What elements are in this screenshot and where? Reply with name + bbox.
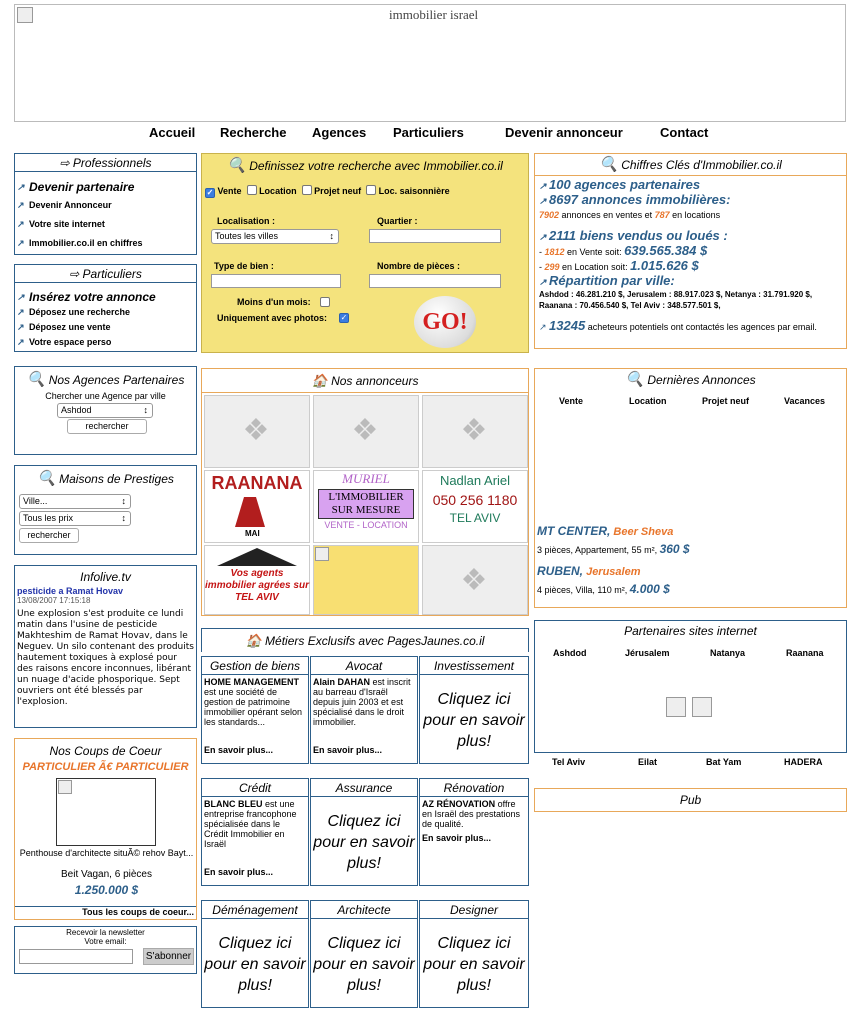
tab-projet-neuf[interactable]: Projet neuf <box>702 396 750 406</box>
part-espace-perso[interactable]: ↗ Votre espace perso <box>15 335 196 350</box>
particuliers-panel <box>14 264 197 352</box>
puzzle-icon: ❖ <box>242 414 270 447</box>
pro-title: Professionnels <box>72 156 152 170</box>
pro-devenir-partenaire[interactable]: ↗ Devenir partenaire <box>15 180 196 195</box>
coeur-desc1: Penthouse d'architecte situÃ© rehov Bayt... <box>19 848 194 858</box>
infolive-headline[interactable]: pesticide a Ramat Hovav <box>17 586 124 596</box>
arrow-icon: ↗ <box>539 277 550 287</box>
check-location[interactable] <box>247 185 257 195</box>
check-vente-label: Vente <box>217 186 242 196</box>
job-investissement[interactable] <box>419 656 529 764</box>
broken-image-icon[interactable] <box>666 697 686 717</box>
annonceur-broken[interactable] <box>313 545 419 615</box>
check-projet-label: Projet neuf <box>314 186 362 196</box>
job-title: Architecte <box>311 901 417 919</box>
job-title: Avocat <box>311 657 417 675</box>
job-credit[interactable] <box>201 778 309 886</box>
building-icon <box>235 497 265 527</box>
annonce-price: 4.000 $ <box>629 582 670 596</box>
tab-location[interactable]: Location <box>629 396 667 406</box>
nav-recherche[interactable]: Recherche <box>220 125 287 140</box>
nav-particuliers[interactable]: Particuliers <box>393 125 464 140</box>
tab-vente[interactable]: Vente <box>559 396 584 406</box>
broken-image-icon <box>17 7 33 23</box>
job-more-link[interactable]: En savoir plus... <box>204 867 274 877</box>
agents-text: Vos agents immobilier agrées sur TEL AVIV <box>205 568 309 603</box>
check-saisonniere[interactable] <box>366 185 376 195</box>
chiffres-agences: 100 agences partenaires <box>549 177 701 192</box>
quartier-label: Quartier : <box>377 216 418 226</box>
chiffres-villes: Ashdod : 46.281.210 $, Jerusalem : 88.917.023 $, Netanya : 31.791.920 $, Raanana : 70.456.540 $, Tel Aviv : 348.577.501 $, <box>539 290 813 310</box>
job-title: Designer <box>420 901 528 919</box>
arrow-icon: ↗ <box>539 181 550 191</box>
chiffres-vendus: 2111 biens vendus ou loués : <box>549 228 728 243</box>
nadlan-city: TEL AVIV <box>449 511 501 525</box>
prestige-title: Maisons de Prestiges <box>59 472 174 486</box>
nav-contact[interactable]: Contact <box>660 125 709 140</box>
pub-title: Pub <box>679 793 702 807</box>
job-title: Gestion de biens <box>202 657 308 675</box>
job-more-link[interactable]: En savoir plus... <box>204 745 274 755</box>
chiffres-repart: Répartition par ville: <box>549 273 675 288</box>
mai-text: MAI <box>245 529 260 538</box>
loc-count: 787 <box>654 210 670 220</box>
site-ashdod[interactable]: Ashdod <box>553 648 587 658</box>
check-projet-neuf[interactable] <box>302 185 312 195</box>
magnifier-icon: 🔍 <box>625 371 645 388</box>
job-company: AZ RÉNOVATION <box>422 799 496 809</box>
house-icon: 🏠 <box>311 373 328 388</box>
nav-devenir-annonceur[interactable]: Devenir annonceur <box>505 125 623 140</box>
pub-panel <box>534 788 847 812</box>
muriel-vente-location: VENTE - LOCATION <box>324 520 408 530</box>
job-cta[interactable]: Cliquez ici pour en savoir plus! <box>204 935 306 994</box>
coeur-desc2: Beit Vagan, 6 pièces <box>61 869 152 880</box>
annonceur-nadlan[interactable] <box>422 470 528 543</box>
tab-vacances[interactable]: Vacances <box>784 396 826 406</box>
type-input[interactable] <box>211 274 341 288</box>
coeur-all-link[interactable]: Tous les coups de coeur... <box>15 906 196 917</box>
job-architecte[interactable] <box>310 900 418 1008</box>
arrow-icon: ↗ <box>539 322 550 332</box>
prestige-ville-select[interactable]: Ville... ↕ <box>19 494 131 509</box>
job-cta[interactable]: Cliquez ici pour en savoir plus! <box>313 935 415 994</box>
magnifier-icon: 🔍 <box>37 470 56 487</box>
annonceurs-title: Nos annonceurs <box>331 374 419 388</box>
job-desc: est inscrit au barreau d'Israël depuis juin 2003 et est spécialisé dans le droit immobilier. <box>313 677 411 727</box>
chiffres-annonces: 8697 annonces immobilières: <box>549 192 731 207</box>
vente-amount: 639.565.384 $ <box>624 243 708 258</box>
annonceur-muriel[interactable] <box>313 470 419 543</box>
magnifier-icon: 🔍 <box>26 371 46 388</box>
muriel-name: MURIEL <box>342 471 390 486</box>
loc-amount: 1.015.626 $ <box>630 258 699 273</box>
loc-select[interactable]: Toutes les villes ↕ <box>211 229 339 244</box>
annonce-item[interactable]: MT CENTER, Beer Sheva 3 pièces, Appartement, 55 m², 360 $ <box>537 524 690 556</box>
pro-panel <box>14 153 197 255</box>
part-title: Particuliers <box>82 267 142 281</box>
dernieres-title: Dernières Annonces <box>647 373 756 387</box>
job-title: Investissement <box>420 657 528 675</box>
agences-title: Nos Agences Partenaires <box>48 373 185 387</box>
infolive-text: Une explosion s'est produite ce lundi matin dans l'usine de pesticide Makhteshim de Ramat Hovav, dans le Neguev. Un silo contenant des produits hautement toxiques à explosé pour des raisons encore inconnues, libérant un nuage d'acide phosporique. Sept ouvriers ont été blessés par l'explosion. <box>17 609 194 707</box>
broken-image-icon[interactable] <box>692 697 712 717</box>
chiffres-panel: 🔍 Chiffres Clés d'Immobilier.co.il ↗ 100 agences partenaires ↗ 8697 annonces immobilières: 7902 annonces en ventes et 787 en locations ↗ 2111 biens vendus ou loués : - 1812 en Vente soit: 639.565.384 $ - 299 en Location soit: 1.015.626 $ ↗ Répartition par ville: Ashdod : 46.281.210 $, Jerusalem : 88.917.023 $, Netanya : 31.791.920 $, Raanana : 70.456.540 $, Tel Aviv : 348.577.501 $, ↗ 13245 acheteurs potentiels ont contactés les agences par email. <box>534 153 847 349</box>
arrow-icon: ↗ <box>539 232 550 242</box>
annonceur-placeholder-3[interactable] <box>422 395 528 468</box>
part-inserez-annonce[interactable]: ↗ Insérez votre annonce <box>15 290 196 305</box>
job-cta[interactable]: Cliquez ici pour en savoir plus! <box>423 935 525 994</box>
puzzle-icon: ❖ <box>460 564 488 597</box>
annonce-item[interactable]: RUBEN, Jerusalem 4 pièces, Villa, 110 m², 4.000 $ <box>537 564 670 596</box>
moins-label: Moins d'un mois: <box>237 297 311 307</box>
job-desc: est une société de gestion de patrimoine immobilier opérant selon les standards... <box>204 687 303 727</box>
check-vente[interactable]: ✓ <box>206 188 214 197</box>
newsletter-email-input[interactable] <box>19 949 133 964</box>
prestige-prix-select[interactable]: Tous les prix ↕ <box>19 511 131 526</box>
pro-site-internet[interactable]: ↗ Votre site internet <box>15 217 196 232</box>
job-more-link[interactable]: En savoir plus... <box>313 745 383 755</box>
nav-accueil[interactable]: Accueil <box>149 125 196 140</box>
job-cta[interactable]: Cliquez ici pour en savoir plus! <box>313 813 415 872</box>
broken-image-icon <box>315 547 329 561</box>
annonce-price: 360 $ <box>659 542 690 556</box>
job-more-link[interactable]: En savoir plus... <box>422 833 492 843</box>
job-avocat[interactable] <box>310 656 418 764</box>
annonceur-placeholder-1[interactable] <box>204 395 310 468</box>
puzzle-icon: ❖ <box>460 414 488 447</box>
login-icon: ⇨ <box>59 156 73 170</box>
annonceur-raanana[interactable] <box>204 470 310 543</box>
quartier-input[interactable] <box>369 229 501 243</box>
agences-label: Chercher une Agence par ville <box>45 391 166 401</box>
site-tel-aviv[interactable]: Tel Aviv <box>552 757 586 767</box>
part-deposez-vente[interactable]: ↗ Déposez une vente <box>15 320 196 335</box>
sites-bottom-row <box>534 753 847 771</box>
coeur-price: 1.250.000 $ <box>74 883 139 897</box>
newsletter-label2: Votre email: <box>84 937 127 946</box>
agences-city-select[interactable]: Ashdod ↕ <box>57 403 153 418</box>
annonceur-placeholder-4[interactable] <box>422 545 528 615</box>
muriel-box: L'IMMOBILIER SUR MESURE <box>318 489 414 519</box>
select-arrow-icon: ↕ <box>143 405 148 415</box>
site-natanya[interactable]: Natanya <box>710 648 746 658</box>
photos-label: Uniquement avec photos: <box>217 313 328 323</box>
annonce-agency: RUBEN, <box>537 564 584 578</box>
agences-search-button[interactable]: rechercher <box>67 419 147 434</box>
job-title: Crédit <box>202 779 308 797</box>
search-type-checks <box>205 185 450 198</box>
job-demenagement[interactable] <box>201 900 309 1008</box>
newsletter-panel <box>14 926 197 974</box>
job-gestion[interactable] <box>201 656 309 764</box>
chiffres-title: Chiffres Clés d'Immobilier.co.il <box>621 158 782 172</box>
site-eilat[interactable]: Eilat <box>638 757 658 767</box>
ventes-count: 7902 <box>539 210 560 220</box>
main-nav <box>0 125 862 143</box>
pro-chiffres[interactable]: ↗ Immobilier.co.il en chiffres <box>15 236 196 251</box>
go-button[interactable]: GO! <box>414 296 476 348</box>
infolive-date: 13/08/2007 17:15:18 <box>17 596 91 605</box>
banner-alt-text: immobilier israel <box>389 7 479 22</box>
annonceur-placeholder-2[interactable] <box>313 395 419 468</box>
roof-icon <box>217 548 297 566</box>
magnifier-icon: 🔍 <box>227 157 246 174</box>
select-arrow-icon: ↕ <box>121 513 126 523</box>
prestige-panel <box>14 465 197 555</box>
metiers-title: Métiers Exclusifs avec PagesJaunes.co.il <box>265 634 485 648</box>
job-cta[interactable]: Cliquez ici pour en savoir plus! <box>423 691 525 750</box>
house-icon: 🏠 <box>245 633 262 648</box>
sites-panel <box>534 620 847 753</box>
job-company: HOME MANAGEMENT <box>204 677 299 687</box>
job-assurance[interactable] <box>310 778 418 886</box>
infolive-title: Infolive.tv <box>80 570 131 584</box>
site-jerusalem[interactable]: Jérusalem <box>625 648 670 658</box>
arrow-icon: ↗ <box>539 196 550 206</box>
job-title: Rénovation <box>420 779 528 797</box>
annonceurs-panel <box>201 368 529 616</box>
newsletter-label1: Recevoir la newsletter <box>66 928 145 937</box>
acheteurs-count: 13245 <box>549 318 586 333</box>
infolive-panel <box>14 565 197 728</box>
dernieres-panel <box>534 368 847 608</box>
part-deposez-recherche[interactable]: ↗ Déposez une recherche <box>15 305 196 320</box>
job-company: BLANC BLEU <box>204 799 263 809</box>
check-location-label: Location <box>259 186 297 196</box>
annonce-agency: MT CENTER, <box>537 524 611 538</box>
select-arrow-icon: ↕ <box>121 496 126 506</box>
site-raanana[interactable]: Raanana <box>786 648 824 658</box>
pieces-label: Nombre de pièces : <box>377 261 461 271</box>
nadlan-phone: 050 256 1180 <box>432 492 518 508</box>
coeur-photo[interactable] <box>56 778 156 846</box>
puzzle-icon: ❖ <box>351 414 379 447</box>
photos-checkbox[interactable]: ✓ <box>340 313 348 322</box>
sites-title: Partenaires sites internet <box>624 624 757 638</box>
job-company: Alain DAHAN <box>313 677 371 687</box>
type-label: Type de bien : <box>214 261 274 271</box>
raanana-logo-text: RAANANA <box>211 473 303 493</box>
job-title: Assurance <box>311 779 417 797</box>
agences-panel <box>14 366 197 455</box>
site-hadera[interactable]: HADERA <box>784 757 823 767</box>
nadlan-name: Nadlan Ariel <box>439 473 511 488</box>
login-icon: ⇨ <box>69 267 83 281</box>
loc-label: Localisation : <box>217 216 276 226</box>
magnifier-icon: 🔍 <box>599 156 618 173</box>
search-title: Definissez votre recherche avec Immobilier.co.il <box>249 159 503 173</box>
site-bat-yam[interactable]: Bat Yam <box>706 757 742 767</box>
newsletter-subscribe-button[interactable]: S'abonner <box>143 948 194 965</box>
job-desc: offre en Israël des prestations de qualité. <box>422 799 521 829</box>
coeur-panel <box>14 738 197 920</box>
check-saisonniere-label: Loc. saisonnière <box>378 186 450 196</box>
coeur-banner[interactable]: PARTICULIER Ã€ PARTICULIER <box>22 761 189 773</box>
annonce-city: Jerusalem <box>583 566 641 578</box>
annonce-city: Beer Sheva <box>610 526 674 538</box>
moins-checkbox[interactable] <box>320 297 330 307</box>
pro-devenir-annonceur[interactable]: ↗ Devenir Annonceur <box>15 198 196 213</box>
broken-image-icon <box>58 780 72 794</box>
pieces-input[interactable] <box>369 274 501 288</box>
annonceur-agents[interactable] <box>204 545 310 615</box>
job-title: Déménagement <box>202 901 308 919</box>
site-banner[interactable] <box>14 4 846 122</box>
metiers-header <box>201 628 529 652</box>
select-arrow-icon: ↕ <box>329 231 334 241</box>
job-renovation[interactable] <box>419 778 529 886</box>
job-desc: est une entreprise francophone spécialisée dans le Crédit Immobilier en Israël <box>204 799 297 849</box>
job-designer[interactable] <box>419 900 529 1008</box>
nav-agences[interactable]: Agences <box>312 125 367 140</box>
search-panel <box>201 153 529 353</box>
coeur-title: Nos Coups de Coeur <box>49 744 162 758</box>
prestige-search-button[interactable]: rechercher <box>19 528 79 543</box>
